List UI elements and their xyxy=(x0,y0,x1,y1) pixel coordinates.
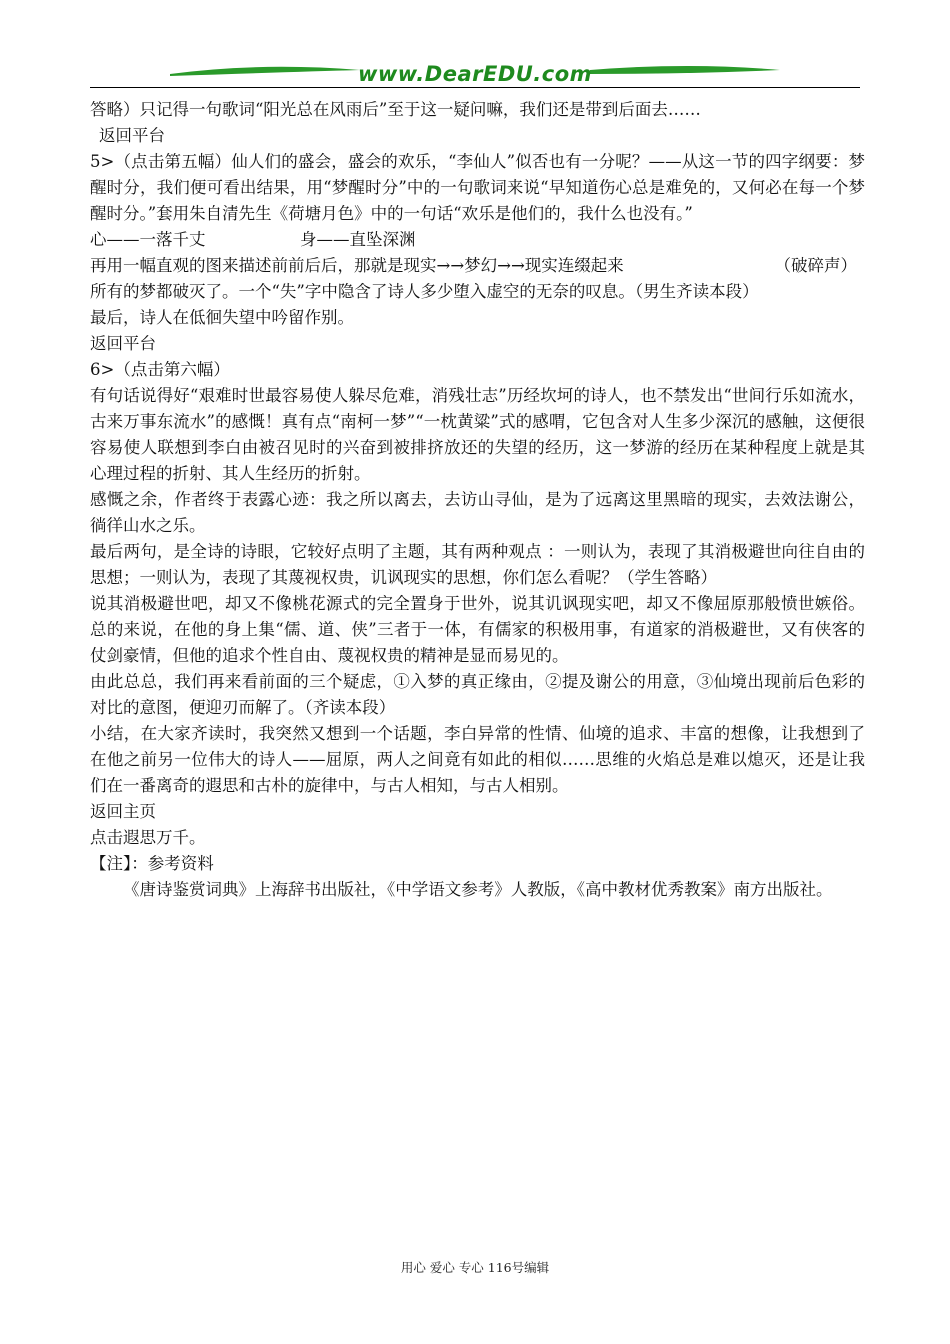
paragraph: 由此总总，我们再来看前面的三个疑虑，①入梦的真正缘由，②提及谢公的用意，③仙境出现前后色彩的对比的意图，便迎刃而解了。（齐读本段） xyxy=(90,672,865,717)
paragraph: 最后，诗人在低徊失望中吟留作别。 xyxy=(90,308,354,327)
breaking-sound-note: （破碎声） xyxy=(774,256,857,275)
site-url-logo: www.DearEDU.com xyxy=(357,62,593,86)
reality-dream-text: 再用一幅直观的图来描述前前后后，那就是现实→→梦幻→→现实连缀起来 xyxy=(90,256,624,275)
reality-dream-line xyxy=(90,253,865,279)
paragraph: 说其消极避世吧，却又不像桃花源式的完全置身于世外，说其讥讽现实吧，却又不像屈原那般愤世嫉俗。总的来说，在他的身上集“儒、道、侠”三者于一体，有儒家的积极用事，有道家的消极避世，又有侠客的仗剑豪情，但他的追求个性自由、蔑视权贵的精神是显而易见的。 xyxy=(90,594,865,665)
paragraph: 所有的梦都破灭了。一个“失”字中隐含了诗人多少堕入虚空的无奈的叹息。（男生齐读本段） xyxy=(90,282,759,301)
back-to-platform-link[interactable]: 返回平台 xyxy=(90,334,156,353)
header-divider xyxy=(90,87,860,88)
section-6-heading: 6>（点击第六幅） xyxy=(90,360,230,379)
paragraph: 最后两句，是全诗的诗眼，它较好点明了主题，其有两种观点 ：一则认为，表现了其消极避世向往自由的思想；一则认为，表现了其蔑视权贵，讥讽现实的思想，你们怎么看呢？（学生答略） xyxy=(90,542,865,587)
paragraph-summary: 小结，在大家齐读时，我突然又想到一个话题，李白异常的性情、仙境的追求、丰富的想像，让我想到了在他之前另一位伟大的诗人——屈原，两人之间竟有如此的相似……思维的火焰总是难以熄灭，还是让我们在一番离奇的遐思和古朴的旋律中，与古人相知，与古人相别。 xyxy=(90,724,865,795)
page-header xyxy=(90,58,860,94)
paragraph: 答略）只记得一句歌词“阳光总在风雨后”至于这一疑问嘛，我们还是带到后面去…… xyxy=(90,100,701,119)
heart-phrase: 心——一落千丈 xyxy=(90,230,206,249)
paragraph: 有句话说得好“艰难时世最容易使人躲尽危难，消残壮志”历经坎坷的诗人，也不禁发出“世间行乐如流水，古来万事东流水”的感慨！真有点“南柯一梦”“一枕黄粱”式的感喟，它包含对人生多少深沉的感触，这便很容易使人联想到李白由被召见时的兴奋到被排挤放还的失望的经历，这一梦游的经历在某种程度上就是其心理过程的折射、其人生经历的折射。 xyxy=(90,386,865,483)
paragraph: 感慨之余，作者终于表露心迹：我之所以离去，去访山寻仙，是为了远离这里黑暗的现实，去效法谢公，徜徉山水之乐。 xyxy=(90,490,865,535)
paragraph-section-5: 5>（点击第五幅）仙人们的盛会，盛会的欢乐，“李仙人”似否也有一分呢？——从这一节的四字纲要：梦醒时分，我们便可看出结果，用“梦醒时分”中的一句歌词来说“早知道伤心总是难免的，又何必在每一个梦醒时分。”套用朱自清先生《荷塘月色》中的一句话“欢乐是他们的，我什么也没有。” xyxy=(90,152,865,223)
references-paragraph: 《唐诗鉴赏词典》上海辞书出版社，《中学语文参考》人教版，《高中教材优秀教案》南方出版社。 xyxy=(123,880,833,899)
back-to-platform-link[interactable]: 返回平台 xyxy=(99,126,165,145)
notes-heading: 【注】：参考资料 xyxy=(90,854,214,873)
back-to-home-link[interactable]: 返回主页 xyxy=(90,802,156,821)
body-phrase: 身——直坠深渊 xyxy=(300,230,416,249)
page-footer: 用心 爱心 专心 116号编辑 xyxy=(400,1260,550,1275)
document-body xyxy=(90,97,865,903)
reverie-link[interactable]: 点击遐思万千。 xyxy=(90,828,206,847)
heart-body-line xyxy=(90,227,865,253)
